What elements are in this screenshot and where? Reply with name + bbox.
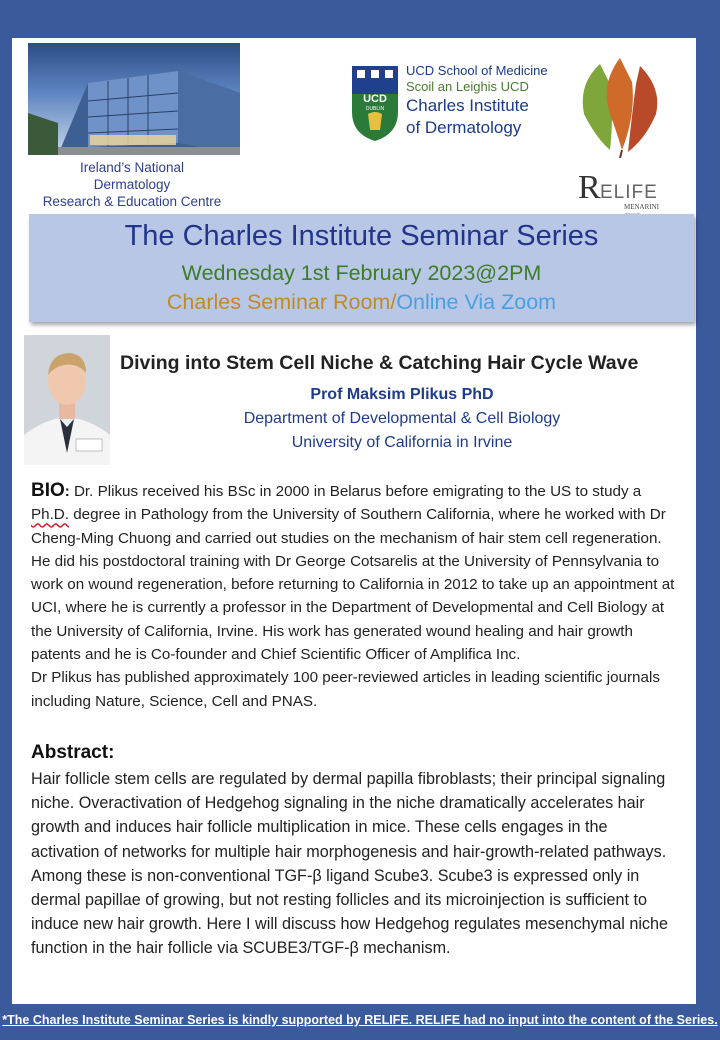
building-photo [28, 43, 240, 155]
centre-caption [30, 159, 234, 210]
relife-logo [578, 170, 674, 210]
ucd-line-1: UCD School of Medicine [406, 63, 548, 78]
crest-text: UCD [363, 93, 387, 105]
ucd-line-4: of Dermatology [406, 118, 522, 137]
speaker-portrait [24, 335, 110, 465]
ucd-line-3: Charles Institute [406, 96, 529, 115]
abstract-colon: : [108, 742, 115, 763]
sponsor-footer: *The Charles Institute Seminar Series is kindly supported by RELIFE. RELIFE had no input into the content of the Series. [2, 1013, 718, 1027]
abstract-label: Abstract [31, 742, 109, 763]
crest-sub: DUBLIN [365, 106, 385, 112]
bio-paragraph-2: Dr Plikus has published approximately 100 peer-reviewed articles in leading scientific journals including Nature, Science, Cell and PNAS. [31, 669, 660, 710]
online-text: Online Via Zoom [396, 290, 557, 314]
seminar-location [29, 290, 694, 315]
ucd-school-text [406, 63, 548, 139]
relife-subtitle: MENARINI [624, 203, 659, 211]
bio-label: BIO [31, 480, 65, 501]
bio-colon: : [64, 483, 74, 500]
poster-sheet [12, 38, 696, 1004]
abstract-text: Hair follicle stem cells are regulated by dermal papilla fibroblasts; their principal signaling niche. Overactivation of Hedgehog signaling in the niche dramatically accelerates hair growth and induces hair follicle multiplication in mice. These cells engages in the activation of networks for multiple hair morphogenesis and hair-growth-related pathways. Among these is non-conventional TGF-β ligand Scube3. Scube3 is expressed only in dermal papillae of growing, but not resting follicles and its microinjection is sufficient to induce new hair growth. Here I will discuss how Hedgehog regulates mesenchymal niche function in the hair follicle via SCUBE3/TGF-β mechanism. [31, 770, 669, 958]
talk-title: Diving into Stem Cell Niche & Catching Hair Cycle Wave [120, 352, 639, 374]
seminar-date: Wednesday 1st February 2023@2PM [181, 261, 542, 285]
speaker-department: Department of Developmental & Cell Biology [243, 410, 561, 427]
bio-phd: Ph.D. [31, 506, 69, 524]
ucd-line-2: Scoil an Leighis UCD [406, 79, 529, 94]
caption-line: Ireland’s National [79, 160, 185, 175]
abstract-heading [31, 742, 114, 764]
caption-line: Research & Education Centre [42, 194, 222, 209]
seminar-banner [29, 214, 694, 322]
speaker-university: University of California in Irvine [291, 434, 513, 451]
relife-mark: R [578, 169, 601, 206]
ucd-crest-logo [350, 64, 400, 142]
caption-line: Dermatology [93, 177, 171, 192]
leaf-logo [570, 54, 668, 158]
bio-text-part2: degree in Pathology from the University of Southern California, where he worked with Dr Cheng-Ming Chuong and carried out studies on the mechanism of hair stem cell regeneration. He did his postdoctoral training with Dr George Cotsarelis at the University of Pennsylvania to work on wound regeneration, before returning to California in 2012 to take up an appointment at UCI, where he is currently a professor in the Department of Developmental and Cell Biology at the University of California, Irvine. His work has generated wound healing and hair growth patents and he is Co-founder and Chief Scientific Officer of Amplifica Inc. [31, 506, 675, 664]
speaker-name: Prof Maksim Plikus PhD [310, 386, 494, 403]
relife-wordmark: ELIFE [600, 182, 658, 203]
bio-text-part1: Dr. Plikus received his BSc in 2000 in Belarus before emigrating to the US to study a [73, 483, 642, 500]
venue-text: Charles Seminar Room/ [166, 290, 397, 314]
bio-section [31, 479, 679, 713]
series-title: The Charles Institute Seminar Series [124, 220, 599, 252]
